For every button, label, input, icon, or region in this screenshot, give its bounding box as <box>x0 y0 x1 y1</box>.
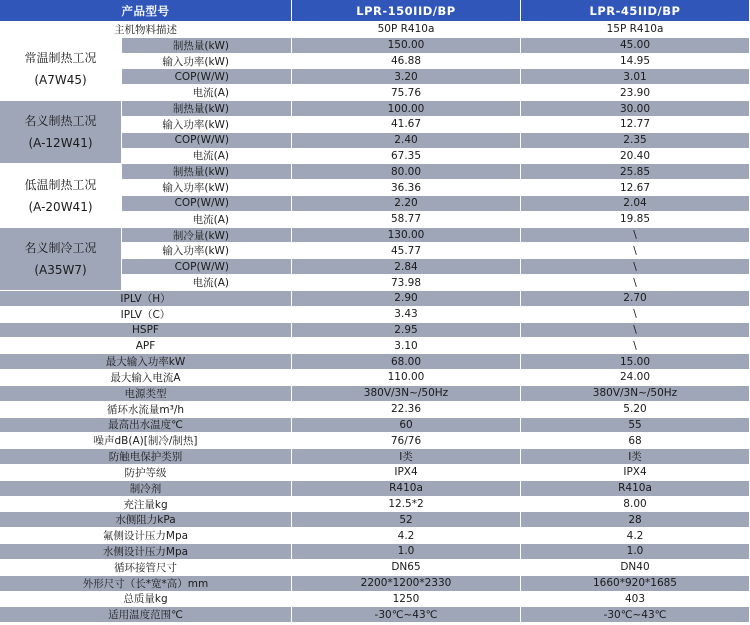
row-value-1: 380V/3N~/50Hz <box>292 386 520 401</box>
row-value-1: 60 <box>292 418 520 433</box>
sub-row-label: 电流(A) <box>122 149 291 164</box>
condition-group-line: (A-20W41) <box>28 199 93 214</box>
row-label: APF <box>0 338 291 353</box>
row-value-2: 5.20 <box>521 402 749 417</box>
row-value-2: 55 <box>521 418 749 433</box>
row-value-2: 15.00 <box>521 354 749 369</box>
row-value-1: 3.43 <box>292 307 520 322</box>
row-value-1: 73.98 <box>292 275 520 290</box>
row-label: 噪声dB(A)[制冷/制热] <box>0 433 291 448</box>
condition-group-label <box>0 101 121 163</box>
row-value-2: 25.85 <box>521 164 749 179</box>
condition-group-line: 低温制热工况 <box>24 177 97 192</box>
row-label: 防触电保护类别 <box>0 449 291 464</box>
condition-group-line: (A7W45) <box>34 72 87 87</box>
condition-group-line: 常温制热工况 <box>24 50 97 65</box>
row-value-2: 68 <box>521 433 749 448</box>
row-value-1: 150.00 <box>292 38 520 53</box>
row-label: 充注量kg <box>0 497 291 512</box>
row-value-1: 68.00 <box>292 354 520 369</box>
row-value-2: \ <box>521 307 749 322</box>
row-label: 水侧阻力kPa <box>0 512 291 527</box>
row-value-2: \ <box>521 338 749 353</box>
header-model-2: LPR-45IID/BP <box>521 0 749 21</box>
row-value-1: 1250 <box>292 592 520 607</box>
row-value-2: IPX4 <box>521 465 749 480</box>
row-label: HSPF <box>0 323 291 338</box>
row-value-2: 3.01 <box>521 69 749 84</box>
row-value-1: DN65 <box>292 560 520 575</box>
row-value-1: 4.2 <box>292 528 520 543</box>
row-label: 制冷剂 <box>0 481 291 496</box>
sub-row-label: COP(W/W) <box>122 133 291 148</box>
row-value-1: 22.36 <box>292 402 520 417</box>
row-value-1: 80.00 <box>292 164 520 179</box>
row-value-2: 30.00 <box>521 101 749 116</box>
sub-row-label: 输入功率(kW) <box>122 243 291 258</box>
row-value-1: 46.88 <box>292 54 520 69</box>
row-value-2: 403 <box>521 592 749 607</box>
row-label: 主机物料描述 <box>0 22 291 37</box>
sub-row-label: 输入功率(kW) <box>122 117 291 132</box>
row-value-1: 3.20 <box>292 69 520 84</box>
row-value-1: 76/76 <box>292 433 520 448</box>
row-label: 电源类型 <box>0 386 291 401</box>
row-value-2: 2.35 <box>521 133 749 148</box>
condition-group-line: 名义制冷工况 <box>24 240 97 255</box>
row-label: 最大输入电流A <box>0 370 291 385</box>
sub-row-label: 输入功率(kW) <box>122 54 291 69</box>
sub-row-label: 电流(A) <box>122 212 291 227</box>
row-label: IPLV（C） <box>0 307 291 322</box>
row-value-1: 36.36 <box>292 180 520 195</box>
row-value-1: 41.67 <box>292 117 520 132</box>
row-label: 循环接管尺寸 <box>0 560 291 575</box>
row-value-2: \ <box>521 228 749 243</box>
row-value-1: 2.95 <box>292 323 520 338</box>
row-value-2: 1660*920*1685 <box>521 576 749 591</box>
sub-row-label: 制热量(kW) <box>122 38 291 53</box>
row-value-1: 2.90 <box>292 291 520 306</box>
row-value-2: 4.2 <box>521 528 749 543</box>
row-value-2: 2.70 <box>521 291 749 306</box>
row-label: IPLV（H） <box>0 291 291 306</box>
row-value-1: 58.77 <box>292 212 520 227</box>
row-value-2: \ <box>521 243 749 258</box>
row-value-2: 23.90 <box>521 85 749 100</box>
row-value-1: 12.5*2 <box>292 497 520 512</box>
row-value-1: 130.00 <box>292 228 520 243</box>
row-value-2: 19.85 <box>521 212 749 227</box>
row-label: 循环水流量m³/h <box>0 402 291 417</box>
row-value-2: 12.67 <box>521 180 749 195</box>
row-value-2: 2.04 <box>521 196 749 211</box>
row-value-1: I类 <box>292 449 520 464</box>
row-value-2: 1.0 <box>521 544 749 559</box>
row-label: 水侧设计压力Mpa <box>0 544 291 559</box>
row-value-1: -30℃~43℃ <box>292 607 520 622</box>
row-value-2: -30℃~43℃ <box>521 607 749 622</box>
sub-row-label: 制热量(kW) <box>122 101 291 116</box>
row-label: 总质量kg <box>0 592 291 607</box>
row-value-1: 2.20 <box>292 196 520 211</box>
row-value-1: 3.10 <box>292 338 520 353</box>
row-label: 最高出水温度℃ <box>0 418 291 433</box>
condition-group-line: (A-12W41) <box>28 136 93 151</box>
sub-row-label: COP(W/W) <box>122 196 291 211</box>
header-model-label: 产品型号 <box>0 0 291 21</box>
sub-row-label: 电流(A) <box>122 85 291 100</box>
row-value-2: \ <box>521 259 749 274</box>
row-value-1: 1.0 <box>292 544 520 559</box>
sub-row-label: 制热量(kW) <box>122 164 291 179</box>
row-value-2: DN40 <box>521 560 749 575</box>
row-value-1: 2200*1200*2330 <box>292 576 520 591</box>
row-value-2: 15P R410a <box>521 22 749 37</box>
row-value-1: 100.00 <box>292 101 520 116</box>
row-value-2: 380V/3N~/50Hz <box>521 386 749 401</box>
row-value-2: \ <box>521 323 749 338</box>
sub-row-label: COP(W/W) <box>122 259 291 274</box>
row-value-1: 2.84 <box>292 259 520 274</box>
sub-row-label: 输入功率(kW) <box>122 180 291 195</box>
row-value-2: 20.40 <box>521 149 749 164</box>
sub-row-label: 制冷量(kW) <box>122 228 291 243</box>
row-value-2: 8.00 <box>521 497 749 512</box>
row-value-1: 2.40 <box>292 133 520 148</box>
condition-group-line: 名义制热工况 <box>24 114 97 129</box>
row-value-1: R410a <box>292 481 520 496</box>
row-value-1: 75.76 <box>292 85 520 100</box>
row-value-1: 67.35 <box>292 149 520 164</box>
row-label: 适用温度范围℃ <box>0 607 291 622</box>
row-label: 外形尺寸（长*宽*高）mm <box>0 576 291 591</box>
row-label: 防护等级 <box>0 465 291 480</box>
row-label: 氟侧设计压力Mpa <box>0 528 291 543</box>
row-value-2: 12.77 <box>521 117 749 132</box>
sub-row-label: 电流(A) <box>122 275 291 290</box>
row-value-2: 28 <box>521 512 749 527</box>
row-value-1: 110.00 <box>292 370 520 385</box>
sub-row-label: COP(W/W) <box>122 69 291 84</box>
header-model-1: LPR-150IID/BP <box>292 0 520 21</box>
row-value-1: 52 <box>292 512 520 527</box>
row-value-2: I类 <box>521 449 749 464</box>
row-value-2: \ <box>521 275 749 290</box>
condition-group-line: (A35W7) <box>34 262 87 277</box>
condition-group-label <box>0 38 121 100</box>
row-value-2: R410a <box>521 481 749 496</box>
row-label: 最大输入功率kW <box>0 354 291 369</box>
row-value-2: 14.95 <box>521 54 749 69</box>
condition-group-label <box>0 228 121 290</box>
row-value-1: IPX4 <box>292 465 520 480</box>
row-value-2: 24.00 <box>521 370 749 385</box>
row-value-1: 45.77 <box>292 243 520 258</box>
row-value-1: 50P R410a <box>292 22 520 37</box>
row-value-2: 45.00 <box>521 38 749 53</box>
condition-group-label <box>0 164 121 226</box>
